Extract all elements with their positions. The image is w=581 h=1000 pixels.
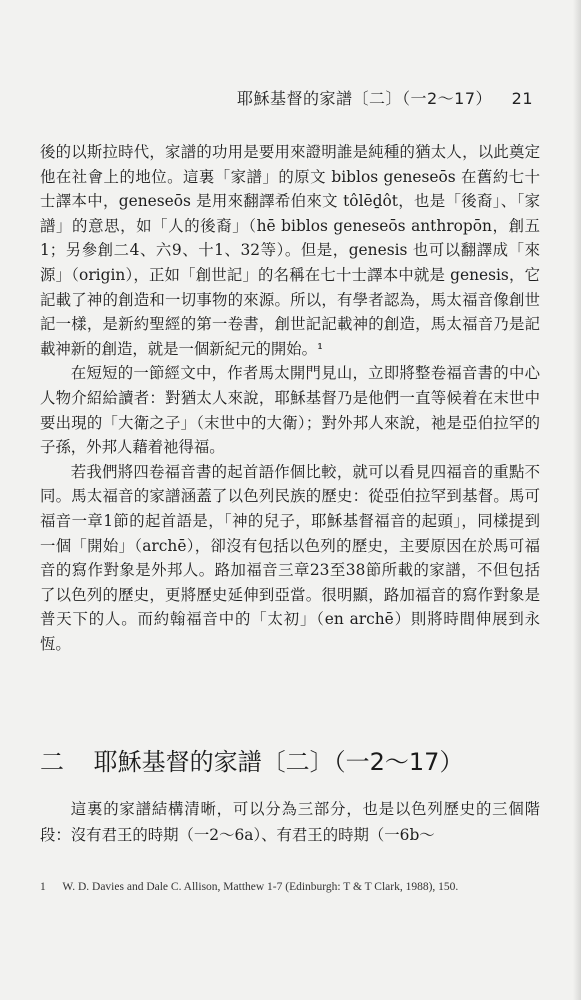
- running-head-title: 耶穌基督的家譜〔二〕（一2～17）: [237, 89, 493, 108]
- section-body: [40, 796, 540, 848]
- paragraph-matthew-intro: 在短短的一節經文中，作者馬太開門見山，立即將整卷福音書的中心人物介紹給讀者：對猶太人來說，耶穌基督乃是他們一直等候着在末世中要出現的「大衛之子」（末世中的大衛）；對外邦人來說，祂是亞伯拉罕的子孫，外邦人藉着祂得福。: [40, 364, 540, 457]
- section-heading: [40, 742, 550, 777]
- footnote-mark: 1: [40, 881, 46, 893]
- page-edge-shadow: [573, 0, 581, 1000]
- section-paragraph: 這裏的家譜結構清晰，可以分為三部分，也是以色列歷史的三個階段：沒有君王的時期（一2～6a）、有君王的時期（一6b～: [40, 800, 540, 844]
- section-number: 二: [40, 748, 64, 776]
- section-title: 耶穌基督的家譜〔二〕（一2～17）: [93, 748, 464, 776]
- footnote: [40, 881, 540, 893]
- paragraph-continued: 後的以斯拉時代，家譜的功用是要用來證明誰是純種的猶太人，以此奠定他在社會上的地位。這裏「家譜」的原文 biblos geneseōs 在舊約七十士譯本中，geneseōs 是用來翻譯希伯來文 tôlēḏôt，也是「後裔」、「家譜」的意思，如「人的後裔」（hē biblos geneseōs anthropōn，創五1；另參創二4、六9、十1、32等）。但是，genesis 也可以翻譯成「來源」（origin），正如「創世記」的名稱在七十士譯本中就是 genesis，它記載了神的創造和一切事物的來源。所以，有學者認為，馬太福音像創世記一樣，是新約聖經的第一卷書，創世記記載神的創造，馬太福音乃是記載神新的創造，就是一個新紀元的開始。¹: [40, 143, 540, 358]
- body-text: [40, 140, 540, 656]
- footnote-text: W. D. Davies and Dale C. Allison, Matthew 1-7 (Edinburgh: T & T Clark, 1988), 150.: [62, 881, 459, 893]
- page-number: 21: [511, 89, 533, 108]
- running-head: [237, 86, 533, 109]
- paragraph-gospel-comparison: 若我們將四卷福音書的起首語作個比較，就可以看見四福音的重點不同。馬太福音的家譜涵蓋了以色列民族的歷史：從亞伯拉罕到基督。馬可福音一章1節的起首語是，「神的兒子，耶穌基督福音的起頭」，同樣提到一個「開始」（archē），卻沒有包括以色列的歷史，主要原因在於馬可福音的寫作對象是外邦人。路加福音三章23至38節所載的家譜，不但包括了以色列的歷史，更將歷史延伸到亞當。很明顯，路加福音的寫作對象是普天下的人。而約翰福音中的「太初」（en archē）則將時間伸展到永恆。: [40, 462, 540, 653]
